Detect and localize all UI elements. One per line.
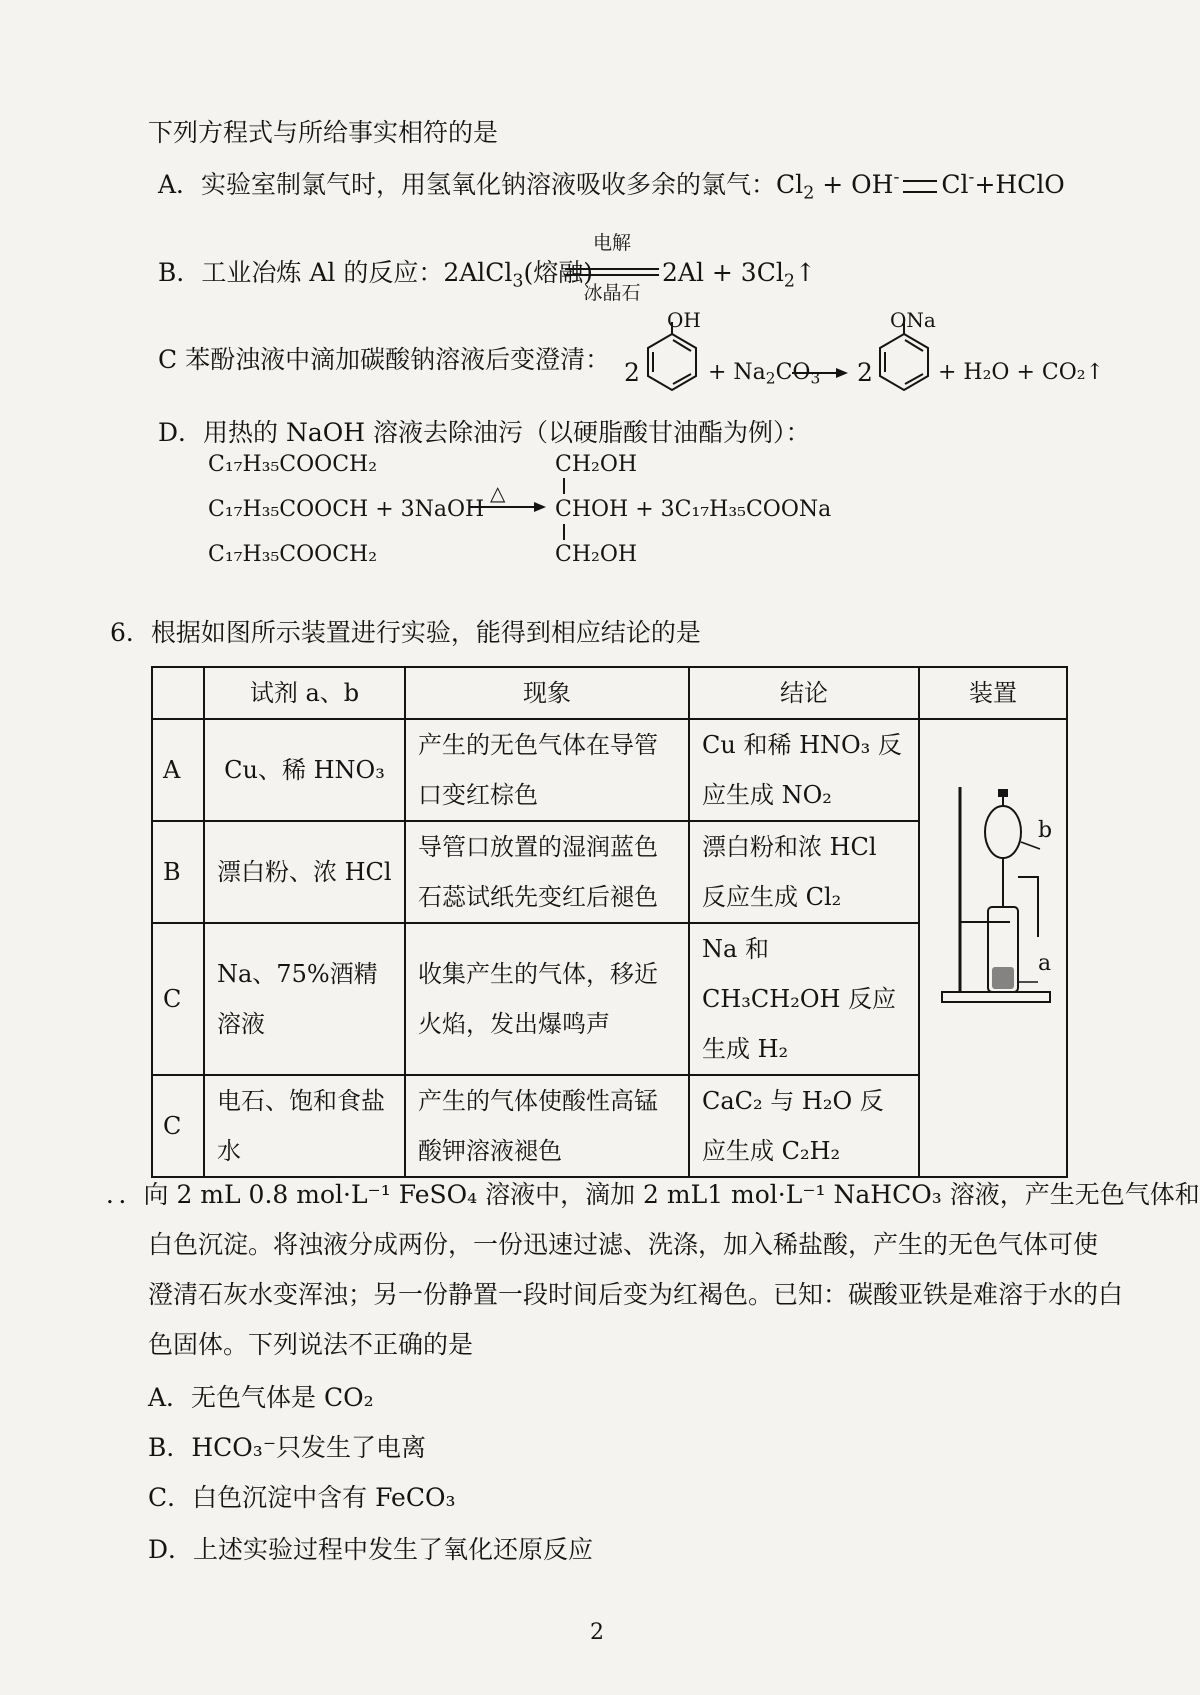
row-option: B [152, 821, 204, 923]
equals-sign [903, 180, 937, 193]
q7-stem-line-1: ．．向 2 mL 0.8 mol·L⁻¹ FeSO₄ 溶液中，滴加 2 mL1 mol·L⁻¹ NaHCO₃ 溶液，产生无色气体和 [106, 1180, 1200, 1209]
label-a: a [1038, 951, 1052, 976]
q7-option-d: D．上述实验过程中发生了氧化还原反应 [148, 1535, 594, 1564]
condition-bar [565, 268, 659, 270]
bond-line [563, 478, 565, 494]
q5-option-a: A．实验室制氯气时，用氢氧化钠溶液吸收多余的氯气：$Cl_2 + OH^-$ Cl-+HClO [158, 167, 1065, 204]
apparatus-diagram-icon [920, 737, 1066, 1143]
row-option: A [152, 719, 204, 821]
row-phenomenon: 收集产生的气体，移近火焰，发出爆鸣声 [405, 923, 689, 1075]
q5-option-b: B．工业冶炼 Al 的反应：2AlCl$_3$(熔融) [158, 258, 594, 292]
coef-1: 2 [624, 358, 640, 387]
benzene-ring-icon [872, 322, 936, 398]
row-conclusion: CaC₂ 与 H₂O 反应生成 C₂H₂ [689, 1075, 919, 1177]
apparatus-cell [919, 719, 1067, 1177]
row-conclusion: Cu 和稀 HNO₃ 反应生成 NO₂ [689, 719, 919, 821]
condition-top: 电解 [592, 232, 631, 254]
glycerol-line-2: CHOH + 3C₁₇H₃₅COONa [555, 497, 832, 522]
row-option: C [152, 1075, 204, 1177]
coef-2: 2 [857, 358, 873, 387]
delta-condition: △ [490, 481, 506, 505]
q7-stem-line-2: 白色沉淀。将浊液分成两份，一份迅速过滤、洗涤，加入稀盐酸，产生的无色气体可使 [148, 1230, 1099, 1259]
header-apparatus: 装置 [919, 667, 1067, 719]
row-conclusion: Na 和 CH₃CH₂OH 反应生成 H₂ [689, 923, 919, 1075]
ester-line-3: C₁₇H₃₅COOCH₂ [208, 542, 378, 567]
arrow-icon [468, 500, 548, 514]
bond-line [563, 524, 565, 540]
q5-b-rhs: $2Al + 3Cl_2↑$ [662, 258, 816, 292]
condition-bottom: 冰晶石 [583, 282, 641, 304]
oh-label: OH [667, 308, 701, 332]
condition-bar [565, 274, 659, 276]
row-reagent: Na、75%酒精溶液 [204, 923, 405, 1075]
row-phenomenon: 导管口放置的湿润蓝色石蕊试纸先变红后褪色 [405, 821, 689, 923]
q5-option-d: D．用热的 NaOH 溶液去除油污（以硬脂酸甘油酯为例）： [158, 418, 811, 447]
q7-option-b: B．HCO₃⁻只发生了电离 [148, 1433, 427, 1462]
q7-stem-line-4: 色固体。下列说法不正确的是 [148, 1330, 474, 1359]
benzene-ring-icon [640, 322, 704, 398]
ester-line-2: C₁₇H₃₅COOCH + 3NaOH [208, 497, 485, 522]
glycerol-line-1: CH₂OH [555, 452, 638, 477]
glycerol-line-3: CH₂OH [555, 542, 638, 567]
q7-option-a: A．无色气体是 CO₂ [148, 1383, 374, 1412]
header-conclusion: 结论 [689, 667, 919, 719]
q5-c-products: + H₂O + CO₂↑ [938, 360, 1105, 385]
header-reagent: 试剂 a、b [204, 667, 405, 719]
q7-option-c: C．白色沉淀中含有 FeCO₃ [148, 1483, 456, 1512]
header-phenomenon: 现象 [405, 667, 689, 719]
row-conclusion: 漂白粉和浓 HCl 反应生成 Cl₂ [689, 821, 919, 923]
row-option: C [152, 923, 204, 1075]
page-number: 2 [590, 1620, 604, 1645]
q7-stem-line-3: 澄清石灰水变浑浊；另一份静置一段时间后变为红褐色。已知：碳酸亚铁是难溶于水的白 [148, 1280, 1124, 1309]
q6-table [151, 666, 1068, 1178]
q6-stem: 6．根据如图所示装置进行实验，能得到相应结论的是 [110, 618, 701, 647]
row-phenomenon: 产生的无色气体在导管口变红棕色 [405, 719, 689, 821]
row-reagent: 电石、饱和食盐水 [204, 1075, 405, 1177]
ester-line-1: C₁₇H₃₅COOCH₂ [208, 452, 378, 477]
label-b: b [1038, 818, 1053, 843]
ona-label: ONa [890, 308, 936, 332]
row-reagent: 漂白粉、浓 HCl [204, 821, 405, 923]
row-phenomenon: 产生的气体使酸性高锰酸钾溶液褪色 [405, 1075, 689, 1177]
arrow-icon [790, 366, 850, 380]
row-reagent: Cu、稀 HNO₃ [204, 719, 405, 821]
q5-stem: 下列方程式与所给事实相符的是 [148, 118, 499, 147]
q5-c-reagent: + $Na_2CO_3$ [708, 360, 821, 388]
q5-option-c: C 苯酚浊液中滴加碳酸钠溶液后变澄清： [158, 345, 611, 374]
